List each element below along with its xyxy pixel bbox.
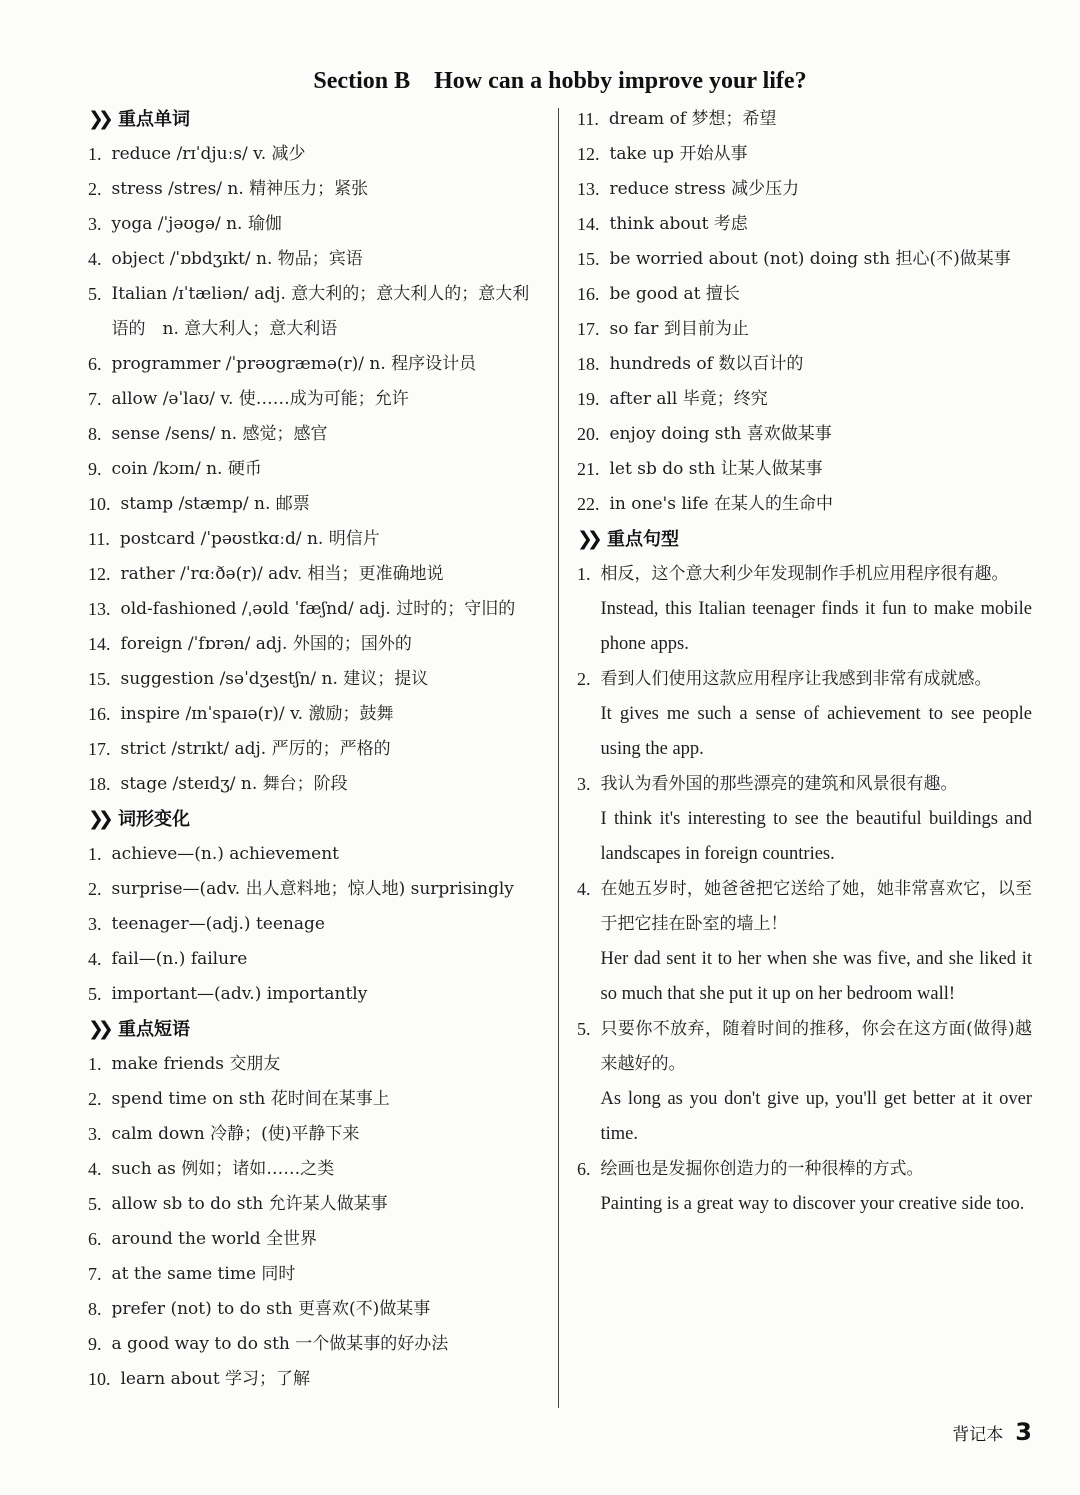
list-item <box>88 1327 543 1362</box>
sentence-item <box>577 872 1032 1012</box>
section-question: How can a hobby improve your life? <box>434 68 807 94</box>
sentences-heading: ❯❯ 重点句型 <box>577 522 1032 557</box>
left-column <box>88 102 543 1397</box>
list-item <box>88 1257 543 1292</box>
list-item <box>88 697 543 732</box>
list-item <box>88 557 543 592</box>
item-number: 5. <box>88 1194 102 1214</box>
chevron-double-icon: ❯❯ <box>88 1018 108 1040</box>
column-divider <box>558 108 559 1408</box>
list-item <box>88 907 543 942</box>
item-text: coin /kɔɪn/ n. 硬币 <box>111 459 262 479</box>
list-item <box>577 487 1032 522</box>
list-item <box>88 977 543 1012</box>
item-number: 8. <box>88 1299 102 1319</box>
list-item <box>88 1082 543 1117</box>
item-text: a good way to do sth 一个做某事的好办法 <box>111 1334 449 1354</box>
item-text: old-fashioned /ˌəʊld ˈfæʃnd/ adj. 过时的；守旧的 <box>120 599 516 619</box>
item-text: around the world 全世界 <box>111 1229 318 1249</box>
item-text: surprise—(adv. 出人意料地；惊人地) surprisingly <box>111 879 514 899</box>
item-number: 2. <box>577 669 591 689</box>
list-item <box>577 417 1032 452</box>
list-item <box>88 277 543 347</box>
list-item <box>88 522 543 557</box>
item-number: 9. <box>88 459 102 479</box>
item-text: object /ˈɒbdʒɪkt/ n. 物品；宾语 <box>111 249 363 269</box>
sentence-english: Instead, this Italian teenager finds it fun to make mobile phone apps. <box>600 599 1032 654</box>
list-item <box>577 137 1032 172</box>
sentence-chinese: 看到人们使用这款应用程序让我感到非常有成就感。 <box>600 669 992 689</box>
list-item <box>577 242 1032 277</box>
item-text: reduce /rɪˈdjuːs/ v. 减少 <box>111 144 306 164</box>
list-item <box>88 1047 543 1082</box>
item-number: 21. <box>577 459 600 479</box>
sentence-chinese: 我认为看外国的那些漂亮的建筑和风景很有趣。 <box>600 774 958 794</box>
item-number: 11. <box>577 109 599 129</box>
item-text: rather /ˈrɑːðə(r)/ adv. 相当；更准确地说 <box>120 564 444 584</box>
sentence-body <box>601 767 1033 872</box>
chevron-double-icon: ❯❯ <box>577 528 597 550</box>
item-text: prefer (not) to do sth 更喜欢(不)做某事 <box>111 1299 431 1319</box>
right-column <box>577 102 1032 1222</box>
sentence-english: Her dad sent it to her when she was five, and she liked it so much that she put it up on her bedroom wall! <box>600 949 1032 1004</box>
item-number: 17. <box>88 739 111 759</box>
chevron-double-icon: ❯❯ <box>88 808 108 830</box>
item-number: 6. <box>577 1159 591 1179</box>
item-number: 17. <box>577 319 600 339</box>
item-number: 1. <box>88 144 102 164</box>
list-item <box>577 452 1032 487</box>
list-item <box>88 347 543 382</box>
list-item <box>88 487 543 522</box>
sentence-item <box>577 1012 1032 1152</box>
page-number: 3 <box>1015 1418 1032 1446</box>
sentence-chinese: 在她五岁时，她爸爸把它送给了她，她非常喜欢它，以至于把它挂在卧室的墙上！ <box>600 879 1032 934</box>
sentence-chinese: 绘画也是发掘你创造力的一种很棒的方式。 <box>600 1159 924 1179</box>
item-number: 1. <box>88 844 102 864</box>
item-number: 18. <box>577 354 600 374</box>
list-item <box>88 382 543 417</box>
item-text: stamp /stæmp/ n. 邮票 <box>120 494 310 514</box>
item-text: reduce stress 减少压力 <box>609 179 800 199</box>
item-number: 19. <box>577 389 600 409</box>
item-text: take up 开始从事 <box>609 144 748 164</box>
list-item <box>88 1362 543 1397</box>
sentence-item <box>577 767 1032 872</box>
list-item <box>88 592 543 627</box>
item-number: 15. <box>88 669 111 689</box>
item-text: fail—(n.) failure <box>111 949 248 969</box>
item-number: 3. <box>577 774 591 794</box>
item-text: at the same time 同时 <box>111 1264 296 1284</box>
list-item <box>88 1117 543 1152</box>
list-item <box>577 312 1032 347</box>
sentence-item <box>577 557 1032 662</box>
item-text: teenager—(adj.) teenage <box>111 914 325 934</box>
list-item <box>88 627 543 662</box>
list-item <box>88 452 543 487</box>
item-text: so far 到目前为止 <box>609 319 749 339</box>
list-item <box>88 1222 543 1257</box>
item-text: achieve—(n.) achievement <box>111 844 340 864</box>
item-text: be worried about (not) doing sth 担心(不)做某事 <box>609 249 1011 269</box>
item-number: 14. <box>577 214 600 234</box>
item-text: think about 考虑 <box>609 214 748 234</box>
list-item <box>88 1152 543 1187</box>
item-number: 10. <box>88 1369 111 1389</box>
page-footer <box>952 1418 1032 1446</box>
item-number: 6. <box>88 1229 102 1249</box>
item-number: 13. <box>88 599 111 619</box>
item-number: 7. <box>88 389 102 409</box>
list-item <box>577 277 1032 312</box>
list-item <box>577 347 1032 382</box>
sentence-body <box>601 1152 1033 1222</box>
item-number: 6. <box>88 354 102 374</box>
item-text: allow sb to do sth 允许某人做某事 <box>111 1194 388 1214</box>
vocab-list <box>88 137 543 802</box>
item-number: 5. <box>88 284 102 304</box>
item-number: 14. <box>88 634 111 654</box>
item-text: strict /strɪkt/ adj. 严厉的；严格的 <box>120 739 391 759</box>
item-text: such as 例如；诸如……之类 <box>111 1159 335 1179</box>
item-number: 18. <box>88 774 111 794</box>
sentence-chinese: 只要你不放弃，随着时间的推移，你会在这方面(做得)越来越好的。 <box>600 1019 1032 1074</box>
item-number: 16. <box>88 704 111 724</box>
item-number: 2. <box>88 179 102 199</box>
phrases-list-right <box>577 102 1032 522</box>
sentence-body <box>601 662 1033 767</box>
sentence-body <box>601 872 1033 1012</box>
item-text: hundreds of 数以百计的 <box>609 354 804 374</box>
list-item <box>577 172 1032 207</box>
item-number: 13. <box>577 179 600 199</box>
item-text: yoga /ˈjəʊgə/ n. 瑜伽 <box>111 214 282 234</box>
item-text: dream of 梦想；希望 <box>608 109 777 129</box>
list-item <box>577 102 1032 137</box>
item-number: 4. <box>88 249 102 269</box>
item-text: stress /stres/ n. 精神压力；紧张 <box>111 179 369 199</box>
sentence-english: Painting is a great way to discover your creative side too. <box>600 1194 1025 1214</box>
item-text: suggestion /səˈdʒestʃn/ n. 建议；提议 <box>120 669 429 689</box>
item-text: be good at 擅长 <box>609 284 740 304</box>
phrases-heading: ❯❯ 重点短语 <box>88 1012 543 1047</box>
page-title <box>0 68 1080 95</box>
item-number: 16. <box>577 284 600 304</box>
item-number: 8. <box>88 424 102 444</box>
item-number: 3. <box>88 1124 102 1144</box>
forms-heading: ❯❯ 词形变化 <box>88 802 543 837</box>
item-number: 22. <box>577 494 600 514</box>
item-number: 4. <box>88 949 102 969</box>
item-text: inspire /ɪnˈspaɪə(r)/ v. 激励；鼓舞 <box>120 704 394 724</box>
list-item <box>88 837 543 872</box>
list-item <box>88 732 543 767</box>
item-number: 11. <box>88 529 110 549</box>
list-item <box>88 1292 543 1327</box>
sentence-english: As long as you don't give up, you'll get better at it over time. <box>600 1089 1032 1144</box>
item-text: Italian /ɪˈtæliən/ adj. 意大利的；意大利人的；意大利语的 n. 意大利人；意大利语 <box>111 284 530 339</box>
list-item <box>88 242 543 277</box>
item-number: 1. <box>88 1054 102 1074</box>
item-text: sense /sens/ n. 感觉；感官 <box>111 424 328 444</box>
item-number: 4. <box>88 1159 102 1179</box>
item-number: 10. <box>88 494 111 514</box>
sentence-english: I think it's interesting to see the beautiful buildings and landscapes in foreign countries. <box>600 809 1032 864</box>
list-item <box>88 1187 543 1222</box>
item-number: 3. <box>88 914 102 934</box>
item-text: after all 毕竟；终究 <box>609 389 768 409</box>
item-text: enjoy doing sth 喜欢做某事 <box>609 424 832 444</box>
item-text: in one's life 在某人的生命中 <box>609 494 833 514</box>
vocab-heading: ❯❯ 重点单词 <box>88 102 543 137</box>
list-item <box>88 172 543 207</box>
item-number: 9. <box>88 1334 102 1354</box>
footer-label: 背记本 <box>952 1425 1004 1445</box>
item-number: 5. <box>577 1019 591 1039</box>
chevron-double-icon: ❯❯ <box>88 108 108 130</box>
list-item <box>88 767 543 802</box>
item-text: learn about 学习；了解 <box>120 1369 311 1389</box>
list-item <box>577 382 1032 417</box>
item-number: 1. <box>577 564 591 584</box>
phrases-list-left <box>88 1047 543 1397</box>
sentence-body <box>601 1012 1033 1152</box>
list-item <box>88 662 543 697</box>
sentence-body <box>601 557 1033 662</box>
list-item <box>88 417 543 452</box>
section-label: Section B <box>313 68 411 94</box>
sentence-english: It gives me such a sense of achievement to see people using the app. <box>600 704 1032 759</box>
item-number: 15. <box>577 249 600 269</box>
sentence-item <box>577 662 1032 767</box>
item-number: 2. <box>88 879 102 899</box>
item-text: foreign /ˈfɒrən/ adj. 外国的；国外的 <box>120 634 412 654</box>
list-item <box>88 137 543 172</box>
item-number: 4. <box>577 879 591 899</box>
item-number: 12. <box>577 144 600 164</box>
item-text: make friends 交朋友 <box>111 1054 281 1074</box>
sentences-list <box>577 557 1032 1222</box>
item-number: 20. <box>577 424 600 444</box>
item-number: 3. <box>88 214 102 234</box>
list-item <box>88 872 543 907</box>
sentence-item <box>577 1152 1032 1222</box>
item-text: important—(adv.) importantly <box>111 984 368 1004</box>
list-item <box>577 207 1032 242</box>
item-text: calm down 冷静；(使)平静下来 <box>111 1124 360 1144</box>
item-text: postcard /ˈpəʊstkɑːd/ n. 明信片 <box>119 529 380 549</box>
item-number: 5. <box>88 984 102 1004</box>
item-number: 12. <box>88 564 111 584</box>
sentence-chinese: 相反，这个意大利少年发现制作手机应用程序很有趣。 <box>600 564 1009 584</box>
item-text: let sb do sth 让某人做某事 <box>609 459 823 479</box>
item-number: 2. <box>88 1089 102 1109</box>
item-text: allow /əˈlaʊ/ v. 使……成为可能；允许 <box>111 389 409 409</box>
item-text: spend time on sth 花时间在某事上 <box>111 1089 390 1109</box>
item-number: 7. <box>88 1264 102 1284</box>
item-text: stage /steɪdʒ/ n. 舞台；阶段 <box>120 774 348 794</box>
item-text: programmer /ˈprəʊgræmə(r)/ n. 程序设计员 <box>111 354 477 374</box>
list-item <box>88 942 543 977</box>
forms-list <box>88 837 543 1012</box>
list-item <box>88 207 543 242</box>
